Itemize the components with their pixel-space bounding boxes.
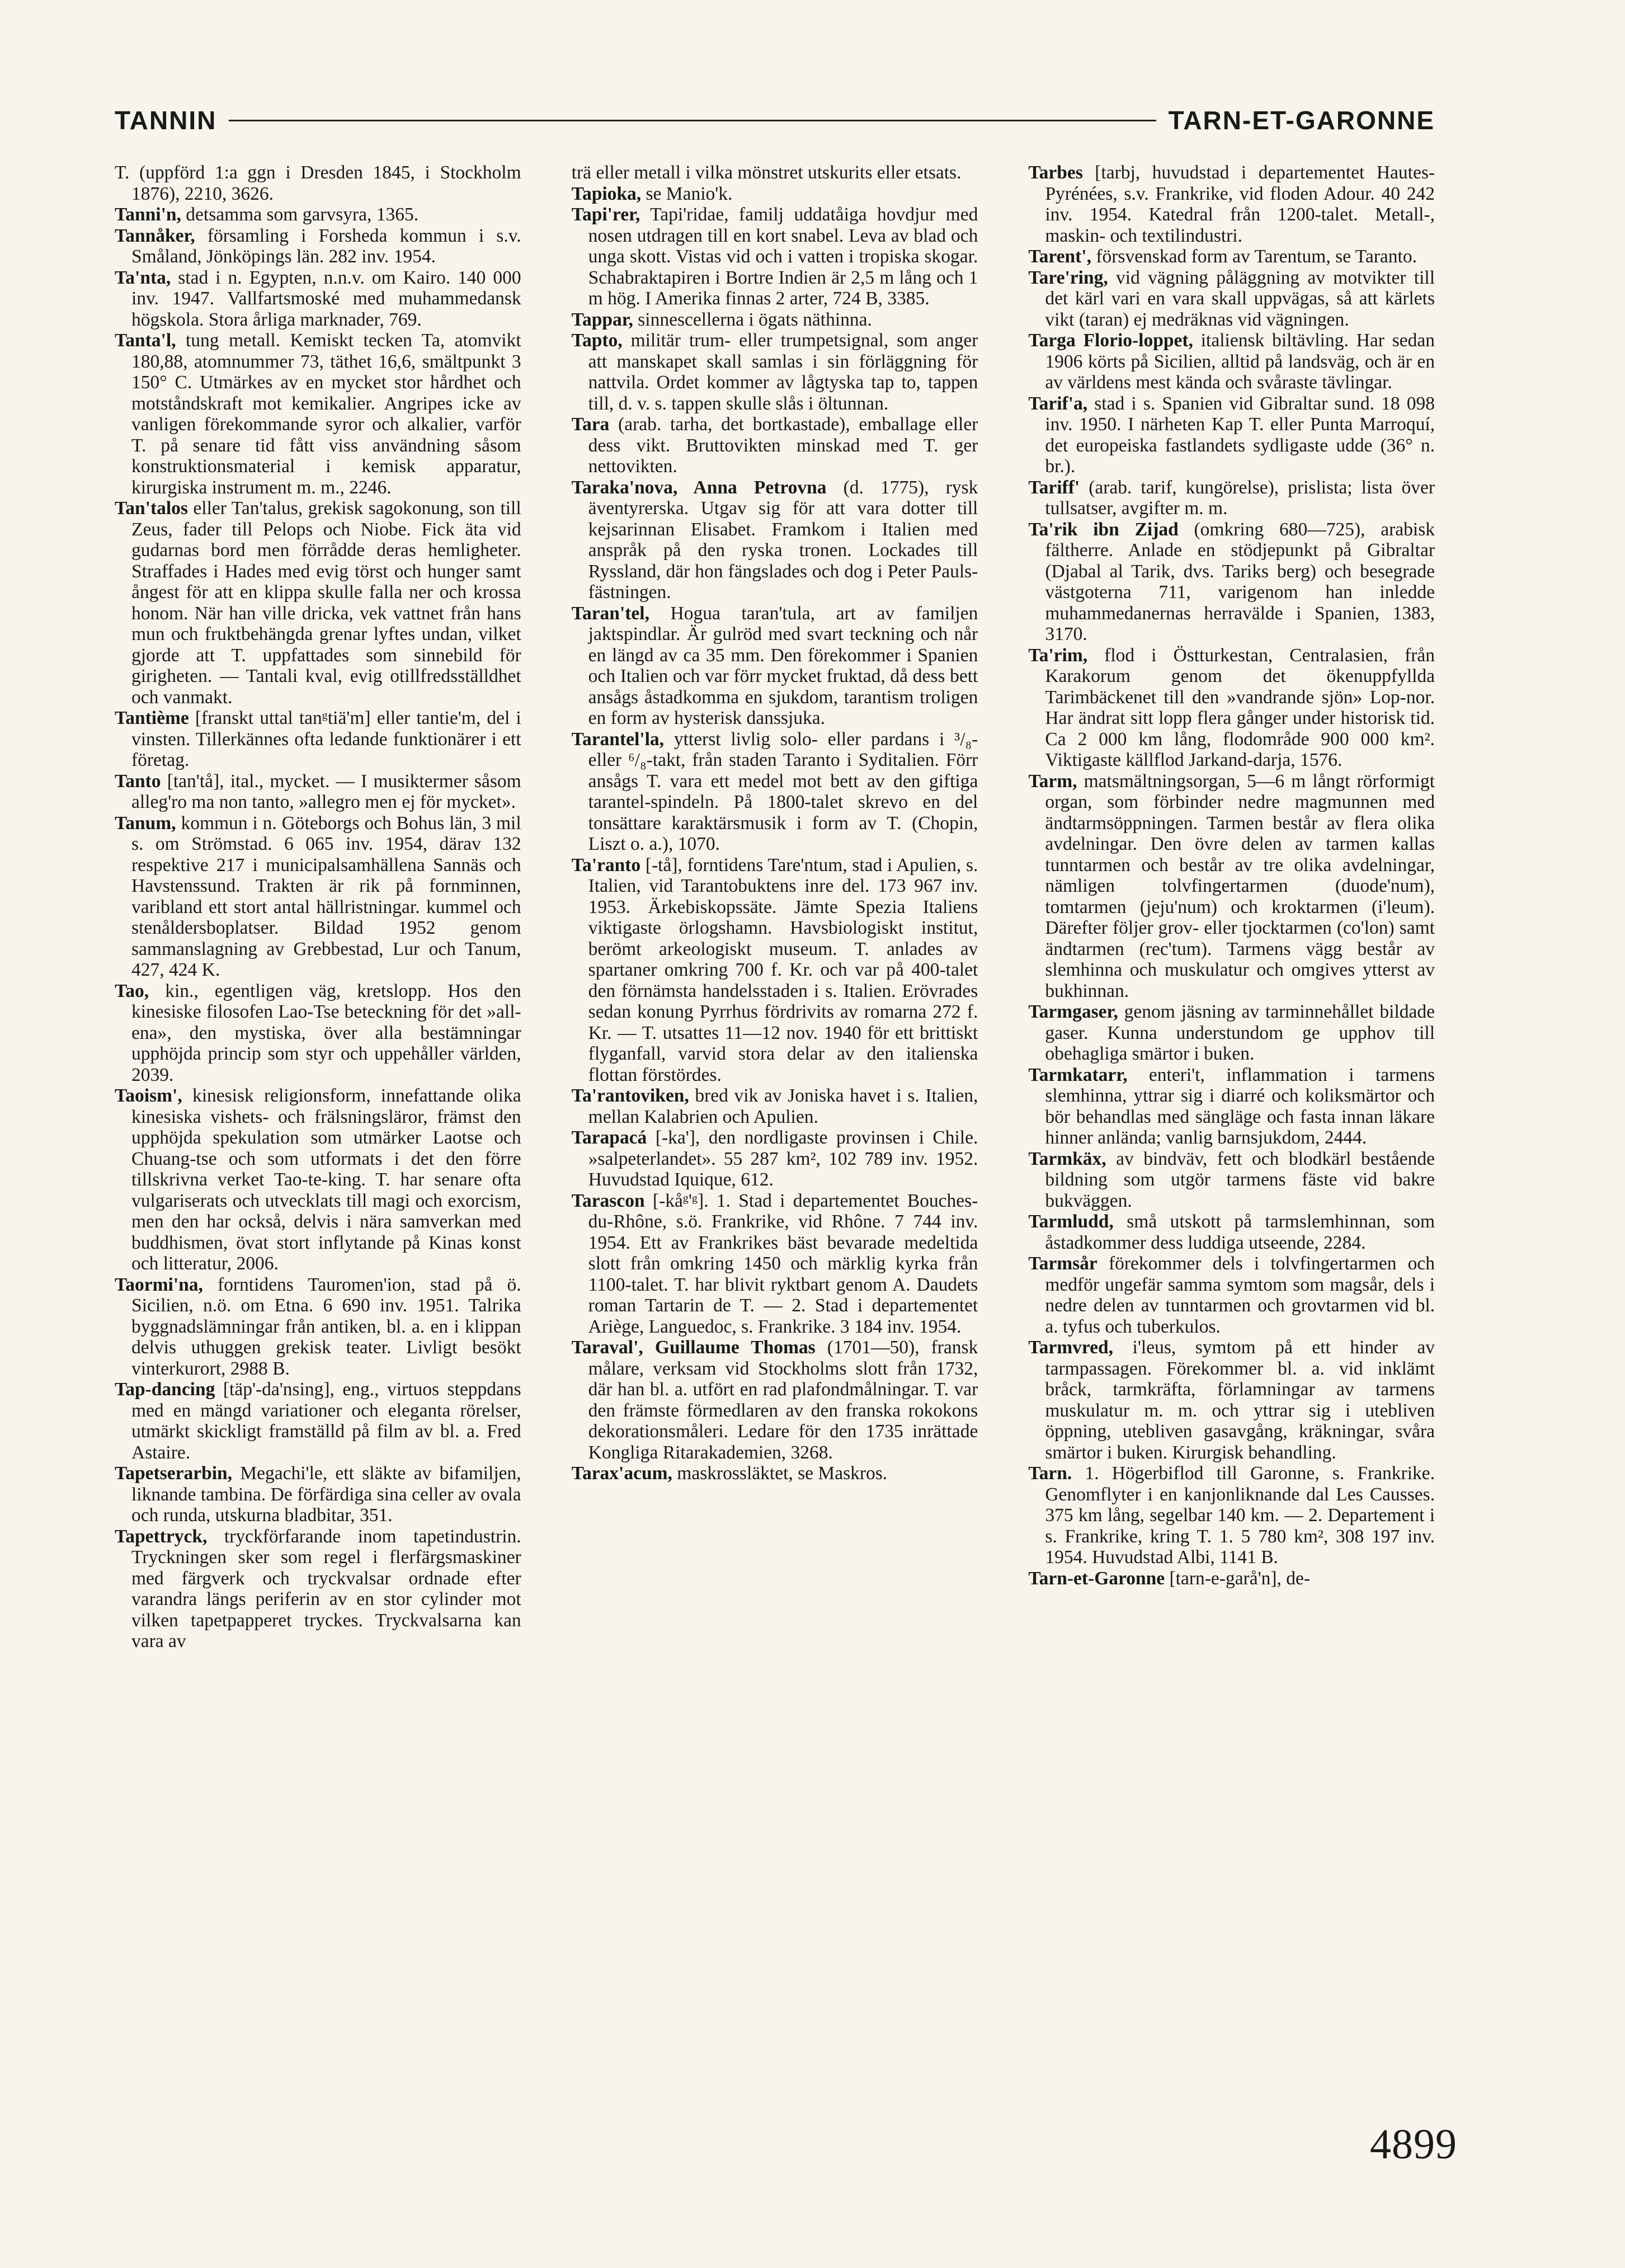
entry-text: av bindväv, fett och blodkärl bestående bildning som utgör tarmens fäste vid bakre bukväggen. <box>1045 1148 1435 1211</box>
text-columns <box>115 162 1435 2036</box>
entry-headword: Tarantel'la, <box>571 728 665 750</box>
dictionary-entry <box>115 1274 521 1380</box>
dictionary-entry <box>115 498 521 708</box>
column-3 <box>1028 162 1435 2036</box>
entry-headword: Ta'rik ibn Zijad <box>1028 519 1179 540</box>
dictionary-entry <box>572 309 978 331</box>
dictionary-entry <box>572 1463 978 1484</box>
entry-headword: Tanta'l, <box>115 330 176 351</box>
entry-text: detsamma som garvsyra, 1365. <box>186 204 419 225</box>
dictionary-entry <box>115 267 521 331</box>
entry-headword: Tarmludd, <box>1028 1211 1114 1232</box>
entry-text: Tapi'ridae, familj uddatåiga hovdjur med nosen utdragen till en kort snabel. Leva av blad och unga skott. Vistas vid och i vatten i tropiska skogar. Schabraktapiren i Bortre Indien är 2,5 m lång och 1 m hög. I Amerika finnas 2 arter, 724 B, 3385. <box>588 204 978 309</box>
entry-text: kinesisk religionsform, innefattande olika kinesiska vishets- och frälsningsläror, främst den upphöjda spekulation som utmärker Laotse och Chuang-tse och som utformats i det den förre tillskrivna verket Tao-te-king. T. har senare ofta vulgariserats och utvecklats till magi och exorcism, men den har också, delvis i nära samverkan med buddhismen, övat stort inflytande på Kinas konst och litteratur, 2006. <box>131 1085 521 1274</box>
dictionary-entry <box>572 1337 978 1463</box>
entry-text: genom jäsning av tarminnehållet bildade gaser. Kunna understundom ge upphov till obehagliga smärtor i buken. <box>1045 1001 1435 1064</box>
dictionary-entry <box>1028 1337 1435 1463</box>
entry-headword: Tarax'acum, <box>571 1463 672 1484</box>
entry-text: sinnescellerna i ögats näthinna. <box>638 309 872 330</box>
entry-text: förekommer dels i tolvfingertarmen och medför ungefär samma symtom som magsår, dels i nedre delen av tunntarmen och grovtarmen vid bl. a. tyfus och tuberkulos. <box>1045 1253 1435 1337</box>
dictionary-entry <box>572 1085 978 1127</box>
entry-text: [tarbj, huvudstad i departementet Hautes-Pyrénées, s.v. Frankrike, vid floden Adour. 40 242 inv. 1954. Katedral från 1200-talet. Metall-, maskin- och textilindustri. <box>1045 162 1435 246</box>
entry-text: [-tå], forntidens Tare'ntum, stad i Apulien, s. Italien, vid Tarantobuktens inre del. 173 967 inv. 1953. Ärkebiskopssäte. Jämte Spezia Italiens viktigaste örlogshamn. Havsbiologiskt institut, berömt arkeologiskt museum. T. anlades av spartaner omkring 700 f. Kr. och var på 400-talet den förnämsta handelsstaden i s. Italien. Erövrades sedan konung Pyrrhus fördrivits av romarna 272 f. Kr. — T. utsattes 11—12 nov. 1940 för ett brittiskt flyganfall, varvid stora delar av den italienska flottan förstördes. <box>588 854 978 1085</box>
entry-headword: Tarn. <box>1028 1463 1072 1484</box>
entry-text: ytterst livlig solo- eller pardans i ³/₈- eller ⁶/₈-takt, från staden Taranto i Syditalien. Förr ansågs T. vara ett medel mot bett av den giftiga tarantel-spindeln. På 1800-talet skrevo en del tonsättare karaktärsmusik i form av T. (Chopin, Liszt o. a.), 1070. <box>588 728 978 854</box>
entry-text: församling i Forsheda kommun i s.v. Småland, Jönköpings län. 282 inv. 1954. <box>131 225 521 267</box>
dictionary-entry <box>1028 477 1435 519</box>
entry-headword: Ta'rantoviken, <box>571 1085 689 1106</box>
entry-headword: Tarmsår <box>1028 1253 1098 1274</box>
dictionary-entry <box>1028 1253 1435 1337</box>
dictionary-entry <box>115 981 521 1086</box>
dictionary-entry <box>115 771 521 813</box>
dictionary-entry <box>115 162 521 204</box>
entry-headword: Tara <box>571 414 610 435</box>
dictionary-entry <box>1028 645 1435 771</box>
dictionary-entry <box>572 162 978 183</box>
entry-text: 1. Högerbiflod till Garonne, s. Frankrike. Genomflyter i en kanjonliknande dal Les Causses. 375 km lång, segelbar 140 km. — 2. Departement i s. Frankrike, kring T. 1. 5 780 km², 308 197 inv. 1954. Huvudstad Albi, 1141 B. <box>1045 1463 1435 1568</box>
entry-text: forntidens Tauromen'ion, stad på ö. Sicilien, n.ö. om Etna. 6 690 inv. 1951. Talrika byggnadslämningar från antiken, bl. a. en i klippan delvis uthuggen grekisk teater. Livligt besökt vinterkurort, 2988 B. <box>131 1274 521 1379</box>
entry-headword: Tarascon <box>571 1190 645 1211</box>
entry-text: (arab. tarif, kungörelse), prislista; lista över tullsatser, avgifter m. m. <box>1045 477 1435 519</box>
entry-headword: Tan'talos <box>115 498 188 519</box>
dictionary-entry <box>1028 1065 1435 1149</box>
dictionary-entry <box>115 1379 521 1463</box>
entry-headword: Tarbes <box>1028 162 1083 183</box>
entry-headword: Taormi'na, <box>115 1274 203 1295</box>
dictionary-entry <box>115 204 521 225</box>
entry-headword: Tarmvred, <box>1028 1337 1114 1358</box>
entry-headword: Tapto, <box>571 330 623 351</box>
entry-headword: Tanni'n, <box>115 204 181 225</box>
entry-text: trä eller metall i vilka mönstret utskurits eller etsats. <box>571 162 962 183</box>
entry-headword: Taraka'nova, Anna Petrovna <box>571 477 827 498</box>
entry-headword: Tarif'a, <box>1028 393 1088 414</box>
entry-text: se Manio'k. <box>646 183 733 204</box>
entry-headword: Tappar, <box>571 309 633 330</box>
entry-headword: Targa Florio-loppet, <box>1028 330 1193 351</box>
entry-headword: Taran'tel, <box>571 603 649 624</box>
dictionary-entry <box>1028 519 1435 645</box>
dictionary-entry <box>572 1191 978 1338</box>
entry-text: italiensk biltävling. Har sedan 1906 körts på Sicilien, alltid på landsväg, och är en av världens mest kända och svåraste tävlingar. <box>1045 330 1435 393</box>
header-right-word: TARN-ET-GARONNE <box>1168 106 1435 135</box>
entry-text: tung metall. Kemiskt tecken Ta, atomvikt 180,88, atomnummer 73, täthet 16,6, smältpunkt 3 150° C. Utmärkes av en mycket stor hårdhet och motståndskraft mot kemikalier. Angripes icke av vanligen förekommande syror och alkalier, varför T. på senare tid fått viss användning såsom konstruktionsmaterial i kemisk apparatur, kirurgiska instrument m. m., 2246. <box>131 330 521 498</box>
dictionary-entry <box>115 1463 521 1526</box>
entry-text: (1701—50), fransk målare, verksam vid Stockholms slott från 1732, där han bl. a. utfört en rad plafondmålningar. T. var den främste förmedlaren av den franska rokokons dekorationsmåleri. Ledare för den 1735 inrättade Kongliga Ritarakademien, 3268. <box>588 1337 978 1463</box>
entry-headword: Tanum, <box>115 812 176 834</box>
entry-text: militär trum- eller trumpetsignal, som anger att manskapet skall samlas i sin förläggning för nattvila. Ordet kommer av lågtyska tap to, tappen till, d. v. s. tappen skulle slås i öltunnan. <box>588 330 978 414</box>
column-1 <box>115 162 521 2036</box>
entry-text: maskrossläktet, se Maskros. <box>677 1463 888 1484</box>
dictionary-entry <box>572 477 978 603</box>
dictionary-entry <box>1028 1463 1435 1568</box>
dictionary-entry <box>1028 1149 1435 1212</box>
entry-headword: Tarmgaser, <box>1028 1001 1118 1022</box>
entry-text: [tan'tå], ital., mycket. — I musiktermer såsom alleg'ro ma non tanto, »allegro men ej för mycket». <box>131 770 521 812</box>
entry-headword: Tarm, <box>1028 770 1077 792</box>
entry-headword: Tao, <box>115 980 149 1001</box>
dictionary-entry <box>572 414 978 477</box>
entry-headword: Ta'nta, <box>115 267 171 288</box>
entry-text: kommun i n. Göteborgs och Bohus län, 3 mil s. om Strömstad. 6 065 inv. 1954, därav 132 respektive 217 i municipalsamhällena Sannäs och Havstenssund. Trakten är rik på fornminnen, varibland ett stort antal hällristningar. kummel och stenåldersboplatser. Bildad 1952 genom sammanslagning av Grebbestad, Lur och Tanum, 427, 424 K. <box>131 812 521 980</box>
entry-headword: Tannåker, <box>115 225 195 246</box>
entry-text: enteri't, inflammation i tarmens slemhinna, yttrar sig i diarré och koliksmärtor och bör behandlas med sängläge och fasta innan läkare hinner anlända; vanlig barnsjukdom, 2444. <box>1045 1064 1435 1148</box>
entry-text: bred vik av Joniska havet i s. Italien, mellan Kalabrien och Apulien. <box>588 1085 978 1127</box>
entry-text: (arab. tarha, det bortkastade), emballage eller dess vikt. Bruttovikten minskad med T. ger nettovikten. <box>588 414 978 477</box>
entry-headword: Tare'ring, <box>1028 267 1108 288</box>
entry-headword: Tapetserarbin, <box>115 1463 233 1484</box>
entry-text: [tarn-e-garå'n], de- <box>1169 1568 1311 1589</box>
entry-text: (omkring 680—725), arabisk fältherre. Anlade en stödjepunkt på Gibraltar (Djabal al Tarik, dvs. Tariks berg) och besegrade västgoterna 711, varigenom han inledde muhammedanernas herravälde i Spanien, 1383, 3170. <box>1045 519 1435 644</box>
dictionary-entry <box>1028 330 1435 393</box>
dictionary-entry <box>1028 1568 1435 1589</box>
dictionary-entry <box>572 183 978 205</box>
entry-headword: Tariff' <box>1028 477 1080 498</box>
dictionary-entry <box>572 330 978 414</box>
entry-text: matsmältningsorgan, 5—6 m långt rörformigt organ, som förbinder nedre magmunnen med ändtarmsöppningen. Tarmen består av flera olika avdelningar. Den övre delen av tarmen kallas tunntarmen och består av tre olika avdelningar, nämligen tolvfingertarmen (duode'num), tomtarmen (jeju'num) och kroktarmen (i'leum). Därefter följer grov- eller tjocktarmen (co'lon) samt ändtarmen (rec'tum). Tarmens vägg består av slemhinna och muskulatur och omgives ytterst av bukhinnan. <box>1045 770 1435 1001</box>
entry-headword: Tap-dancing <box>115 1379 215 1400</box>
entry-headword: Tarmkatarr, <box>1028 1064 1128 1085</box>
entry-headword: Tapioka, <box>571 183 642 204</box>
dictionary-entry <box>1028 162 1435 246</box>
header-rule <box>229 120 1156 121</box>
entry-text: flod i Östturkestan, Centralasien, från Karakorum genom det ökenuppfyllda Tarimbäckenet till den »vandrande sjön» Lop-nor. Har ändrat sitt lopp flera gånger under historisk tid. Ca 2 000 km lång, flodområde 900 000 km². Viktigaste källflod Jarkand-darja, 1576. <box>1045 644 1435 770</box>
entry-headword: Tanto <box>115 770 161 792</box>
entry-headword: Tarn-et-Garonne <box>1028 1568 1165 1589</box>
dictionary-entry <box>115 225 521 267</box>
dictionary-entry <box>572 1127 978 1191</box>
entry-headword: Tapettryck, <box>115 1526 208 1547</box>
entry-text: T. (uppförd 1:a ggn i Dresden 1845, i Stockholm 1876), 2210, 3626. <box>115 162 521 204</box>
header-left-word: TANNIN <box>115 106 217 135</box>
dictionary-entry <box>1028 393 1435 477</box>
dictionary-entry <box>572 204 978 309</box>
entry-headword: Tarent', <box>1028 246 1091 267</box>
entry-text: försvenskad form av Tarentum, se Taranto. <box>1096 246 1417 267</box>
entry-headword: Tantième <box>115 708 189 728</box>
dictionary-entry <box>572 855 978 1086</box>
entry-text: Hogua taran'tula, art av familjen jaktspindlar. Är gulröd med svart teckning och når en längd av ca 35 mm. Den förekommer i Spanien och Italien och var förr mycket fruktad, då dess bett ansågs åstadkomma en sjukdom, tarantism troligen en form av hysterisk danssjuka. <box>588 603 978 728</box>
entry-text: kin., egentligen väg, kretslopp. Hos den kinesiske filosofen Lao-Tse beteckning för det »all-ena», den mystiska, över alla bestämningar upphöjda princip som styr och uppehåller världen, 2039. <box>131 980 521 1085</box>
dictionary-entry <box>1028 771 1435 1002</box>
entry-text: [franskt uttal tanᵍtiä'm] eller tantie'm, del i vinsten. Tillerkännes ofta ledande funktionärer i ett företag. <box>131 708 521 770</box>
entry-text: [täp'-da'nsing], eng., virtuos steppdans med en mängd variationer och eleganta rörelser, utmärkt skickligt framställd på film av bl. a. Fred Astaire. <box>131 1379 521 1463</box>
entry-headword: Ta'rim, <box>1028 644 1088 666</box>
entry-text: [-kåᵍ'ᵍ]. 1. Stad i departementet Bouches-du-Rhône, s.ö. Frankrike, vid Rhône. 7 744 inv. 1954. Ett av Frankrikes bäst bevarade medeltida slott från omkring 1450 och märklig kyrka från 1100-talet. T. har blivit ryktbart genom A. Daudets roman Tartarin de T. — 2. Stad i departementet Ariège, Languedoc, s. Frankrike. 3 184 inv. 1954. <box>588 1190 978 1337</box>
dictionary-entry <box>572 729 978 855</box>
entry-headword: Tarmkäx, <box>1028 1148 1106 1169</box>
entry-text: (d. 1775), rysk äventyrerska. Utgav sig för att vara dotter till kejsarinnan Elisabet. Framkom i Italien med anspråk på den ryska tronen. Lockades till Ryssland, där hon fängslades och dog i Peter Pauls-fästningen. <box>588 477 978 603</box>
entry-text: tryckförfarande inom tapetindustrin. Tryckningen sker som regel i flerfärgsmaskiner med färgverk och tryckvalsar ordnade efter varandra längs periferin av en stor cylinder mot vilken tapetpapperet tryckes. Tryckvalsarna kan vara av <box>131 1526 521 1651</box>
column-2 <box>572 162 978 2036</box>
dictionary-entry <box>1028 1211 1435 1253</box>
dictionary-entry <box>115 1526 521 1652</box>
dictionary-entry <box>1028 267 1435 331</box>
entry-headword: Taraval', Guillaume Thomas <box>571 1337 816 1358</box>
running-header <box>115 101 1435 140</box>
dictionary-entry <box>115 708 521 771</box>
entry-text: i'leus, symtom på ett hinder av tarmpassagen. Förekommer bl. a. vid inklämt bråck, tarmkräfta, förlamningar av tarmens muskulatur m. m. och yttrar sig i utebliven öppning, utebliven gasavgång, kräkningar, svåra smärtor i buken. Kirurgisk behandling. <box>1045 1337 1435 1463</box>
entry-text: vid vägning påläggning av motvikter till det kärl vari en vara skall uppvägas, så att kärlets vikt (taran) ej medräknas vid vägningen. <box>1045 267 1435 330</box>
entry-headword: Tarapacá <box>571 1127 647 1148</box>
entry-text: Megachi'le, ett släkte av bifamiljen, liknande tambina. De förfärdiga sina celler av ovala och runda, utskurna bladbitar, 351. <box>131 1463 521 1526</box>
dictionary-entry <box>572 603 978 729</box>
entry-headword: Ta'ranto <box>571 854 641 876</box>
page-number: 4899 <box>1370 2121 1457 2168</box>
entry-text: [-ka'], den nordligaste provinsen i Chile. »salpeterlandet». 55 287 km², 102 789 inv. 1952. Huvudstad Iquique, 612. <box>588 1127 978 1190</box>
entry-headword: Taoism', <box>115 1085 182 1106</box>
entry-headword: Tapi'rer, <box>571 204 640 225</box>
entry-text: stad i s. Spanien vid Gibraltar sund. 18 098 inv. 1950. I närheten Kap T. eller Punta Marroquí, det europeiska fastlandets sydligaste udde (36° n. br.). <box>1045 393 1435 477</box>
entry-text: stad i n. Egypten, n.n.v. om Kairo. 140 000 inv. 1947. Vallfartsmoské med muhammedansk högskola. Stora årliga marknader, 769. <box>131 267 521 330</box>
dictionary-entry <box>1028 246 1435 267</box>
dictionary-entry <box>115 1085 521 1274</box>
entry-text: eller Tan'talus, grekisk sagokonung, son till Zeus, fader till Pelops och Niobe. Fick äta vid gudarnas bord men förrådde deras hemligheter. Straffades i Hades med evig törst och hunger samt ångest för att en klippa skulle falla ner och krossa honom. När han ville dricka, vek vattnet från hans mun och fruktbehängda grenar lyftes undan, vilket gjorde att T. uppfattades som sinnebild för girigheten. — Tantali kval, evig otillfredsställdhet och vanmakt. <box>131 498 521 708</box>
entry-text: små utskott på tarmslemhinnan, som åstadkommer dess luddiga utseende, 2284. <box>1045 1211 1435 1253</box>
dictionary-entry <box>115 330 521 498</box>
dictionary-entry <box>1028 1001 1435 1065</box>
dictionary-entry <box>115 813 521 981</box>
